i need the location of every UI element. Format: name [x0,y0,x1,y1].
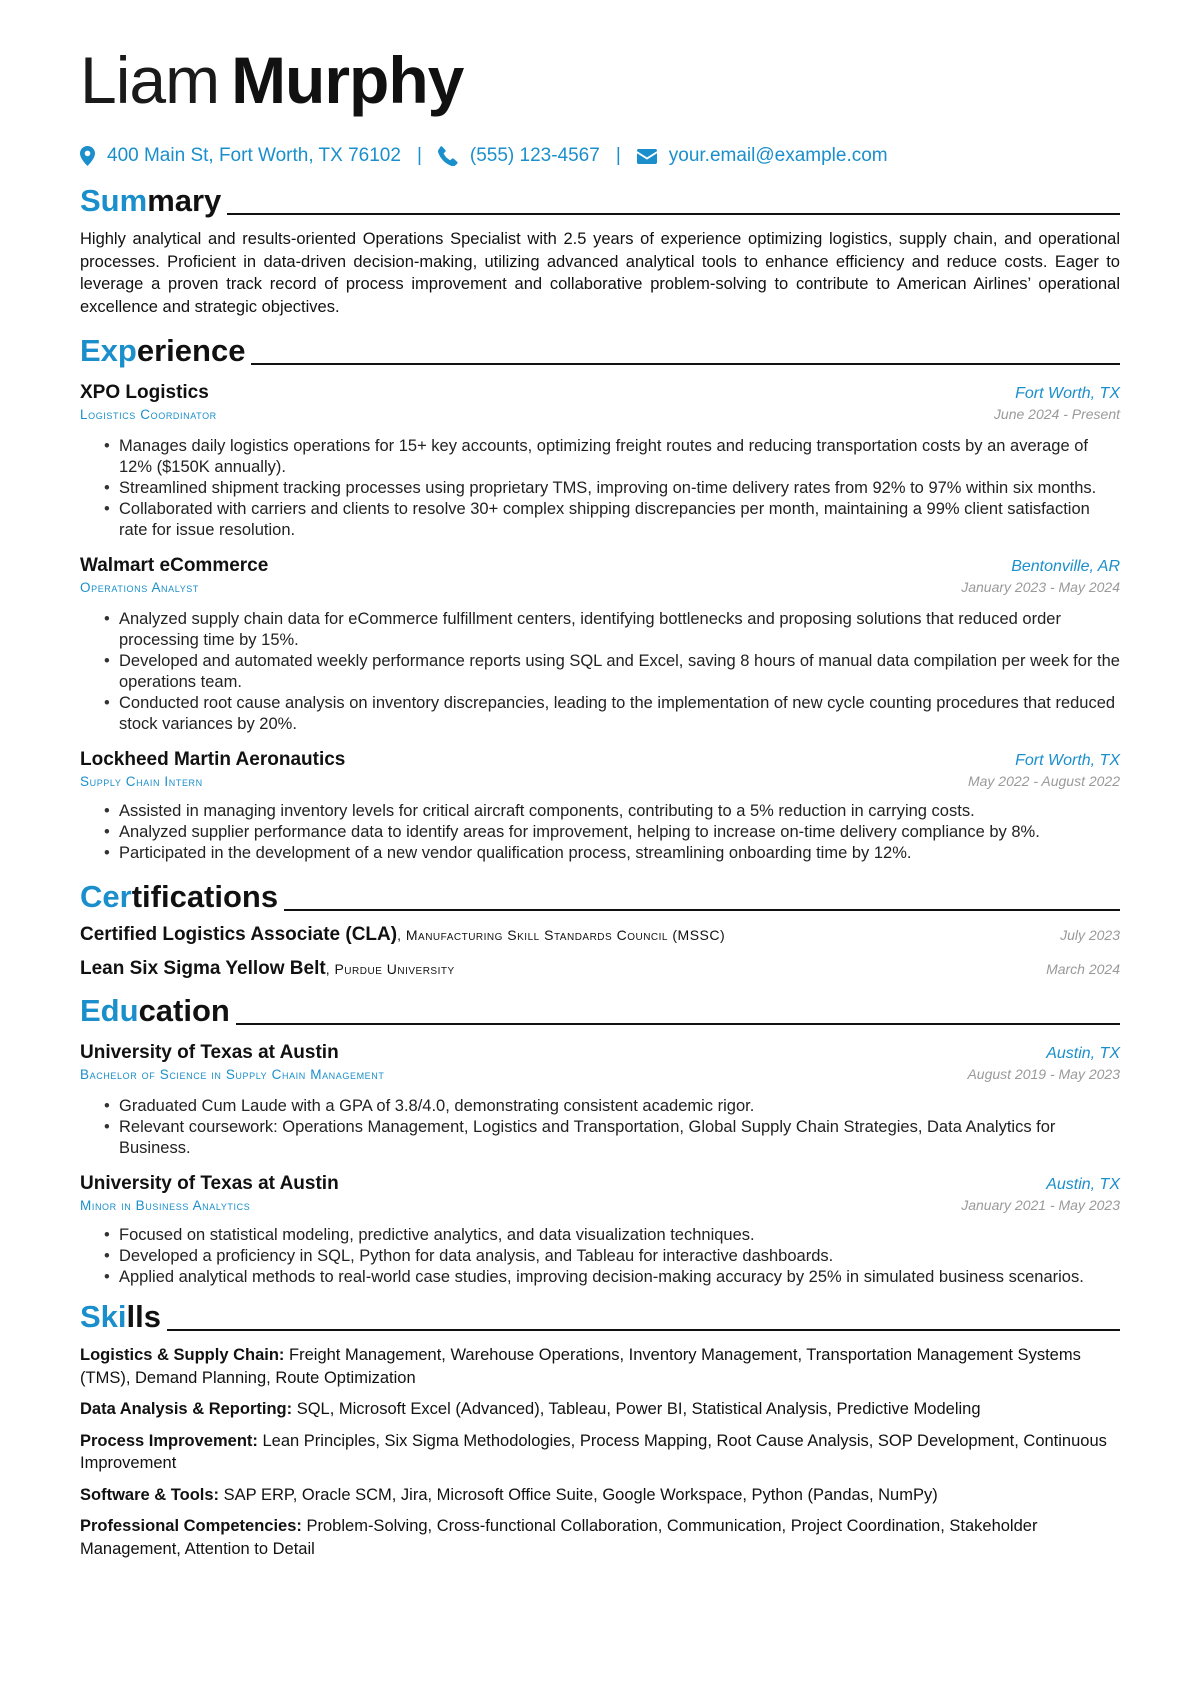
experience-heading: Experience [80,332,1120,368]
skill-category: Software & Tools: [80,1485,220,1504]
certification-date: July 2023 [1060,927,1120,943]
skill-values: Lean Principles, Six Sigma Methodologies, Process Mapping, Root Cause Analysis, SOP Development, Continuous Improvement [80,1431,1107,1472]
skill-line [80,1344,1120,1389]
skill-category: Logistics & Supply Chain: [80,1346,285,1364]
contact-phone [438,145,600,167]
job-title: Operations Analyst [80,580,199,595]
experience-entry [80,553,1120,735]
school-name: University of Texas at Austin [80,1042,339,1063]
contact-email[interactable] [637,145,888,167]
job-dates: May 2022 - August 2022 [967,773,1120,789]
bullet-item: • Collaborated with carriers and clients to resolve 30+ complex shipping discrepancies per month, maintaining a 99% client satisfaction rate for issue resolution. [104,499,1120,541]
company-name: Walmart eCommerce [80,555,269,576]
education-dates: January 2021 - May 2023 [961,1197,1120,1213]
first-name: Liam [80,43,220,117]
bullet-item: • Developed a proficiency in SQL, Python for data analysis, and Tableau for interactive dashboards. [104,1246,1120,1267]
skill-line [80,1515,1120,1560]
summary-heading: Summary [80,182,1120,218]
bullet-item: • Streamlined shipment tracking processes using proprietary TMS, improving on-time delivery rates from 92% to 97% within six months. [104,478,1120,499]
certification-issuer: Purdue University [334,961,455,977]
resume-page [80,36,1120,1560]
bullet-list [80,801,1120,864]
job-dates: January 2023 - May 2024 [961,579,1120,595]
job-location: Fort Worth, TX [1015,752,1120,769]
experience-entry [80,747,1120,864]
contact-bar [80,142,1120,170]
certification-item: Certified Logistics Associate (CLA), Manufacturing Skill Standards Council (MSSC) July 2023 [80,924,1120,945]
education-entry [80,1171,1120,1288]
certification-name: Certified Logistics Associate (CLA) [80,924,398,945]
certification-date: March 2024 [1046,961,1120,977]
bullet-item: • Focused on statistical modeling, predictive analytics, and data visualization techniques. [104,1225,1120,1246]
education-heading: Education [80,992,1120,1028]
section-rule [236,1023,1120,1025]
degree-title: Bachelor of Science in Supply Chain Management [80,1067,385,1082]
skill-line [80,1398,1120,1421]
school-location: Austin, TX [1046,1176,1120,1193]
skill-values: SQL, Microsoft Excel (Advanced), Tableau, Power BI, Statistical Analysis, Predictive Modeling [296,1400,981,1418]
experience-entry [80,380,1120,541]
skill-line [80,1430,1120,1475]
job-location: Bentonville, AR [1011,558,1120,575]
bullet-item: • Analyzed supply chain data for eCommerce fulfillment centers, identifying bottlenecks and proposing solutions that reduced order processing time by 15%. [104,609,1120,651]
certifications-heading: Certifications [80,878,1120,914]
bullet-item: • Analyzed supplier performance data to identify areas for improvement, helping to increase on-time delivery compliance by 8%. [104,822,1120,843]
certification-item: Lean Six Sigma Yellow Belt, Purdue University March 2024 [80,958,1120,979]
phone-text: (555) 123-4567 [469,145,600,166]
job-dates: June 2024 - Present [993,406,1120,422]
skill-category: Process Improvement: [80,1431,258,1450]
section-rule [227,213,1120,215]
bullet-item: • Conducted root cause analysis on inventory discrepancies, leading to the implementation of new cycle counting procedures that reduced stock variances by 20%. [104,693,1120,735]
school-location: Austin, TX [1046,1045,1120,1062]
email-link[interactable]: your.email@example.com [668,145,888,166]
skill-line [80,1484,1120,1507]
job-title: Logistics Coordinator [80,407,217,422]
map-pin-icon [80,146,95,166]
bullet-list [80,1225,1120,1288]
bullet-item: • Relevant coursework: Operations Management, Logistics and Transportation, Global Supply Chain Strategies, Data Analytics for Business. [104,1117,1120,1159]
company-name: Lockheed Martin Aeronautics [80,749,346,770]
contact-address [80,145,401,167]
bullet-item: • Graduated Cum Laude with a GPA of 3.8/4.0, demonstrating consistent academic rigor. [104,1096,1120,1117]
address-text: 400 Main St, Fort Worth, TX 76102 [107,145,401,166]
bullet-item: • Applied analytical methods to real-world case studies, improving decision-making accuracy by 25% in simulated business scenarios. [104,1267,1120,1288]
skill-values: Freight Management, Warehouse Operations, Inventory Management, Transportation Management Systems (TMS), Demand Planning, Route Optimization [80,1346,1081,1387]
section-rule [251,363,1120,365]
contact-separator: | [615,145,621,166]
degree-title: Minor in Business Analytics [80,1198,251,1213]
phone-icon [438,146,458,166]
job-title: Supply Chain Intern [80,774,203,789]
section-rule [284,909,1120,911]
skills-heading: Skills [80,1298,1120,1334]
skill-category: Data Analysis & Reporting: [80,1400,293,1418]
section-rule [167,1329,1120,1331]
certification-issuer: Manufacturing Skill Standards Council (MSSC) [405,927,726,943]
skill-category: Professional Competencies: [80,1517,302,1535]
skill-values: SAP ERP, Oracle SCM, Jira, Microsoft Office Suite, Google Workspace, Python (Pandas, NumPy) [223,1485,938,1504]
company-name: XPO Logistics [80,382,209,403]
skill-values: Problem-Solving, Cross-functional Collaboration, Communication, Project Coordination, Stakeholder Management, Attention to Detail [80,1517,1038,1558]
last-name: Murphy [231,43,464,117]
bullet-item: • Assisted in managing inventory levels for critical aircraft components, contributing to a 5% reduction in carrying costs. [104,801,1120,822]
school-name: University of Texas at Austin [80,1173,339,1194]
bullet-item: • Developed and automated weekly performance reports using SQL and Excel, saving 8 hours of manual data compilation per week for the operations team. [104,651,1120,693]
education-dates: August 2019 - May 2023 [967,1066,1120,1082]
education-entry [80,1040,1120,1159]
bullet-list [80,609,1120,735]
summary-text: Highly analytical and results-oriented Operations Specialist with 2.5 years of experience optimizing logistics, supply chain, and operational processes. Proficient in data-driven decision-making, utilizing advanced analytical tools to enhance efficiency and reduce costs. Eager to leverage a proven track record of process improvement and collaborative problem-solving to contribute to American Airlines’ operational excellence and strategic objectives. [80,230,1120,316]
job-location: Fort Worth, TX [1015,385,1120,402]
bullet-list [80,436,1120,541]
candidate-name [80,36,1120,128]
bullet-list [80,1096,1120,1159]
bullet-item: • Participated in the development of a new vendor qualification process, streamlining onboarding time by 12%. [104,843,1120,864]
envelope-icon [637,149,657,164]
certification-name: Lean Six Sigma Yellow Belt [80,958,326,979]
contact-separator: | [416,145,422,166]
bullet-item: • Manages daily logistics operations for 15+ key accounts, optimizing freight routes and reducing transportation costs by an average of 12% ($150K annually). [104,436,1120,478]
